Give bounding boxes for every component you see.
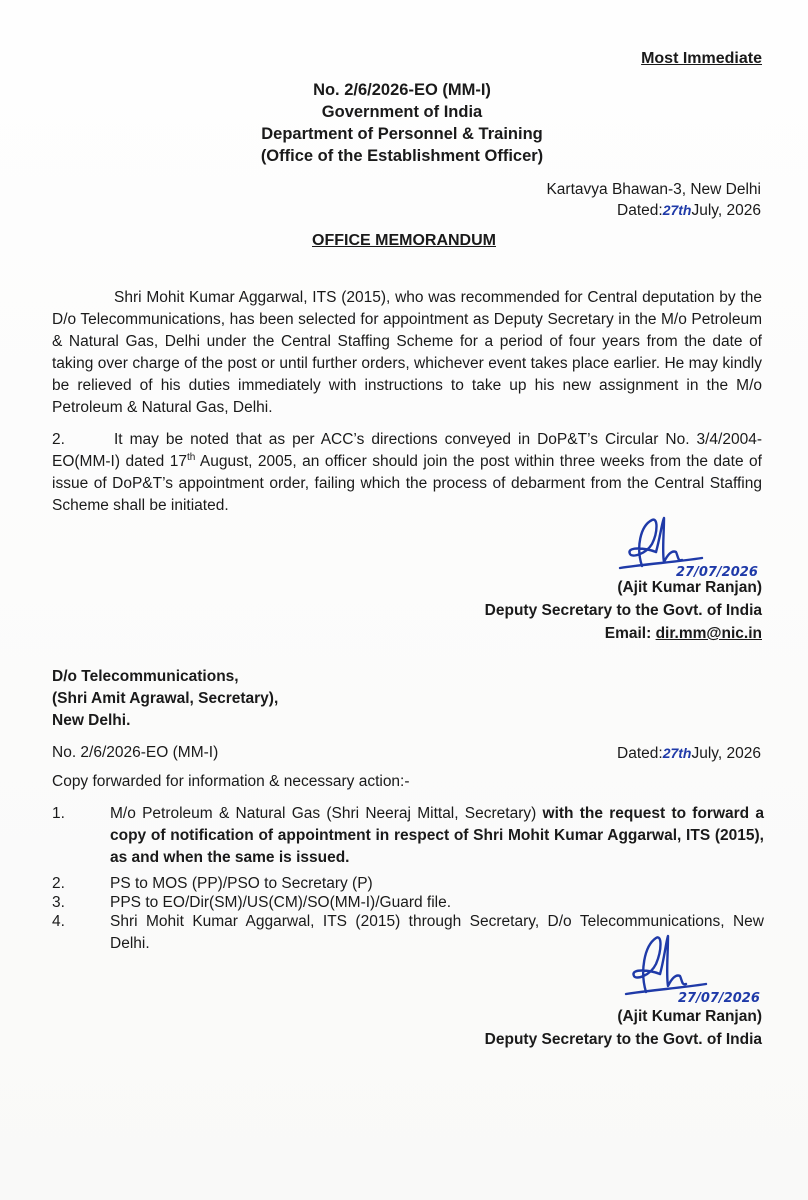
addressee-line-2: (Shri Amit Agrawal, Secretary), bbox=[52, 690, 279, 707]
email-label: Email: bbox=[604, 625, 656, 642]
addressee-line-3: New Delhi. bbox=[52, 712, 131, 729]
copy-item-3-number: 3. bbox=[52, 894, 65, 911]
signatory-block-2 bbox=[485, 1005, 762, 1051]
government-name: Government of India bbox=[321, 103, 483, 121]
paragraph-2-text-b: August, 2005, an officer should join the post within three weeks from the date of issue of DoP&T’s appointment order, failing which the process of debarment from the Central Staffing Scheme shall be initiated. bbox=[52, 453, 762, 514]
dated-label: Dated: bbox=[617, 202, 663, 219]
copy-item-1-number: 1. bbox=[52, 805, 65, 822]
signatory-1-name: (Ajit Kumar Ranjan) bbox=[617, 579, 762, 596]
handwritten-day: 27th bbox=[662, 202, 692, 218]
copy-date bbox=[617, 742, 761, 765]
signature-1 bbox=[606, 508, 766, 584]
copy-dated-month-year: July, 2026 bbox=[691, 745, 761, 762]
addressee-block bbox=[52, 666, 278, 732]
copy-intro: Copy forwarded for information & necessary action:- bbox=[52, 773, 410, 790]
priority-label: Most Immediate bbox=[641, 50, 762, 67]
signature-2-scrawl bbox=[606, 928, 766, 1008]
letterhead bbox=[252, 79, 552, 167]
signatory-1-email bbox=[485, 622, 762, 645]
copy-item-2-number: 2. bbox=[52, 875, 65, 892]
copy-item-1-bold: with the request to forward a copy of notification of appointment in respect of Shri Mohit Kumar Aggarwal, ITS (2015), as and when the same is issued. bbox=[110, 805, 764, 866]
signatory-1-designation: Deputy Secretary to the Govt. of India bbox=[484, 602, 762, 619]
copy-handwritten-day: 27th bbox=[662, 745, 692, 761]
dated-month-year: July, 2026 bbox=[691, 202, 761, 219]
copy-item-1-text bbox=[110, 803, 764, 869]
signatory-2-name: (Ajit Kumar Ranjan) bbox=[617, 1008, 762, 1025]
copy-item-1 bbox=[52, 803, 764, 869]
paragraph-2-text-a: It may be noted that as per ACC’s directions conveyed in DoP&T’s Circular No. 3/4/2004-EO(MM-I) dated 17 bbox=[52, 431, 762, 470]
email-link[interactable]: dir.mm@nic.in bbox=[655, 625, 762, 642]
place: Kartavya Bhawan-3, New Delhi bbox=[546, 181, 761, 198]
department-name: Department of Personnel & Training bbox=[261, 125, 543, 143]
signatory-block-1 bbox=[485, 576, 762, 645]
signatory-2-designation: Deputy Secretary to the Govt. of India bbox=[484, 1031, 762, 1048]
paragraph-2-number: 2. bbox=[52, 431, 65, 448]
file-number: No. 2/6/2026-EO (MM-I) bbox=[313, 81, 491, 99]
issue-date bbox=[617, 199, 761, 222]
copy-item-2-text: PS to MOS (PP)/PSO to Secretary (P) bbox=[110, 875, 373, 892]
signature-2-date: 27/07/2026 bbox=[678, 991, 760, 1006]
signature-1-scrawl bbox=[606, 508, 766, 584]
copy-item-4-number: 4. bbox=[52, 913, 65, 930]
paragraph-2 bbox=[52, 429, 762, 517]
copy-dated-label: Dated: bbox=[617, 745, 663, 762]
copy-item-3-text: PPS to EO/Dir(SM)/US(CM)/SO(MM-I)/Guard file. bbox=[110, 894, 452, 911]
signature-2 bbox=[606, 928, 766, 1008]
copy-file-number: No. 2/6/2026-EO (MM-I) bbox=[52, 744, 219, 761]
addressee-line-1: D/o Telecommunications, bbox=[52, 668, 239, 685]
paragraph-2-superscript: th bbox=[186, 451, 196, 463]
copy-item-1-normal: M/o Petroleum & Natural Gas (Shri Neeraj Mittal, Secretary) bbox=[110, 805, 543, 822]
memorandum-title: OFFICE MEMORANDUM bbox=[312, 232, 496, 249]
office-name: (Office of the Establishment Officer) bbox=[260, 147, 544, 165]
paragraph-1: Shri Mohit Kumar Aggarwal, ITS (2015), who was recommended for Central deputation by the D/o Telecommunications, has been selected for appointment as Deputy Secretary in the M/o Petroleum & Natural Gas, Delhi under the Central Staffing Scheme for a period of four years from the date of taking over charge of the post or until further orders, whichever event takes place earlier. He may kindly be relieved of his duties immediately with instructions to take up his new assignment in the M/o Petroleum & Natural Gas, Delhi. bbox=[52, 289, 762, 416]
signature-1-date: 27/07/2026 bbox=[676, 565, 758, 580]
copy-item-4-text: Shri Mohit Kumar Aggarwal, ITS (2015) through Secretary, D/o Telecommunications, New Delhi. bbox=[110, 913, 764, 952]
